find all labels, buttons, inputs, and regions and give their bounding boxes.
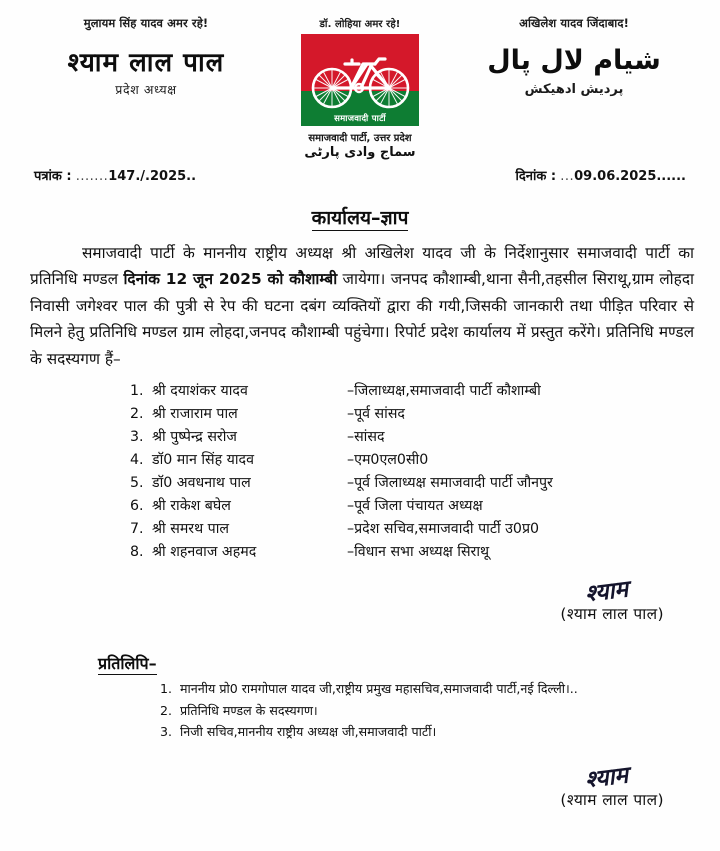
letter-date-label: दिनांक :: [515, 169, 557, 184]
signatory-name: (श्याम लाल पाल): [560, 605, 664, 624]
letter-date: [516, 166, 686, 184]
copy-to-text: निजी सचिव,माननीय राष्ट्रीय अध्यक्ष जी,समाजवादी पार्टी।: [180, 723, 437, 739]
list-item: [0, 403, 720, 426]
slogan-mulayam: मुलायम सिंह यादव अमर रहे!: [83, 16, 209, 30]
member-number: 1.: [130, 383, 144, 400]
letter-date-dots: ...: [560, 169, 575, 184]
list-item: [0, 472, 720, 495]
member-name: श्री पुष्पेन्द्र सरोज: [152, 429, 237, 446]
signatory-name: (श्याम लाल पाल): [560, 790, 664, 809]
leader-name-hindi: श्याम लाल पाल: [67, 48, 225, 78]
member-number: 7.: [130, 521, 144, 538]
letterhead: [0, 0, 720, 160]
member-designation: –सांसद: [347, 429, 385, 446]
member-number: 8.: [130, 544, 144, 561]
list-item: [0, 380, 720, 403]
list-item: [0, 678, 720, 699]
list-item: [0, 541, 720, 564]
member-designation: –जिलाध्यक्ष,समाजवादी पार्टी कौशाम्बी: [347, 383, 541, 400]
slogan-lohia: डॉ. लोहिया अमर रहे!: [319, 19, 401, 30]
member-name: डॉ0 अवधनाथ पाल: [152, 475, 251, 492]
party-name-urdu: سماج وادی پارٹی: [304, 145, 416, 160]
member-number: 2.: [130, 406, 144, 423]
member-name: श्री राकेश बघेल: [152, 498, 231, 515]
memo-body-part2: जायेगा। जनपद कौशाम्बी,थाना सैनी,तहसील सिराथू,ग्राम लोहदा निवासी जगेश्वर पाल की पुत्री से रेप की घटना दबंग व्यक्तियों द्वारा की गयी,जिसकी जानकारी तथा पीड़ित परिवार से मिलने हेतु प्रतिनिधि मण्डल ग्राम लोहदा,जनपद कौशाम्बी पहुंचेगा। रिपोर्ट प्रदेश कार्यालय में प्रस्तुत करेंगे। प्रतिनिधि मण्डल के सदस्यगण हैं–: [30, 270, 695, 368]
member-name: श्री शहनवाज अहमद: [152, 544, 257, 561]
handwritten-signature: श्याम: [583, 575, 630, 608]
party-flag: [301, 34, 419, 126]
memo-body-emphasis: दिनांक 12 जून 2025 को कौशाम्बी: [123, 270, 338, 289]
letterhead-right: [454, 16, 694, 97]
slogan-akhilesh: अखिलेश यादव जिंदाबाद!: [519, 16, 629, 30]
list-item: [0, 518, 720, 541]
memo-title: [0, 204, 720, 230]
party-logo: [301, 34, 419, 160]
list-item: [0, 449, 720, 472]
member-name: श्री समरथ पाल: [152, 521, 230, 538]
leader-role-urdu: پردیش ادھیکش: [524, 82, 624, 98]
member-designation: –पूर्व जिलाध्यक्ष समाजवादी पार्टी जौनपुर: [347, 475, 553, 492]
letter-date-value: 09.06.2025......: [574, 169, 686, 184]
copy-to-text: प्रतिनिधि मण्डल के सदस्यगण।: [180, 702, 318, 718]
copy-to-number: 2.: [160, 702, 173, 718]
member-designation: –पूर्व सांसद: [347, 406, 405, 423]
copy-to-heading-text: प्रतिलिपि–: [98, 654, 157, 674]
copy-to-heading: [98, 652, 157, 674]
memo-body-part1: समाजवादी पार्टी के माननीय राष्ट्रीय अध्यक्ष श्री अखिलेश यादव जी के निर्देशानुसार समाजवादी पार्टी का प्रतिनिधि मण्डल: [30, 244, 694, 289]
list-item: [0, 700, 720, 721]
member-designation: –एम0एल0सी0: [347, 452, 429, 469]
memo-title-text: कार्यालय–ज्ञाप: [311, 207, 409, 229]
member-name: श्री दयाशंकर यादव: [152, 383, 248, 400]
signature-block-top: [0, 575, 720, 636]
member-designation: –विधान सभा अध्यक्ष सिराथू: [347, 544, 490, 561]
copy-to-text: माननीय प्रो0 रामगोपाल यादव जी,राष्ट्रीय प्रमुख महासचिव,समाजवादी पार्टी,नई दिल्ली।..: [180, 681, 578, 697]
leader-name-urdu: شیام لال پال: [487, 45, 661, 76]
letterhead-left: [26, 16, 266, 98]
members-list: [0, 380, 720, 564]
memo-body: [30, 240, 694, 372]
handwritten-signature: श्याम: [583, 761, 630, 794]
member-number: 3.: [130, 429, 144, 446]
list-item: [0, 495, 720, 518]
member-designation: –पूर्व जिला पंचायत अध्यक्ष: [347, 498, 483, 515]
copy-to-number: 1.: [160, 681, 173, 697]
letter-number: [34, 166, 196, 184]
letter-number-label: पत्रांक :: [34, 169, 72, 184]
party-name-hindi: समाजवादी पार्टी, उत्तर प्रदेश: [308, 133, 412, 144]
letter-number-dots: .......: [75, 169, 109, 184]
list-item: [0, 721, 720, 742]
member-designation: –प्रदेश सचिव,समाजवादी पार्टी उ0प्र0: [347, 521, 540, 538]
member-name: डॉ0 मान सिंह यादव: [152, 452, 254, 469]
copy-to-number: 3.: [160, 723, 173, 739]
letterhead-center: [270, 16, 450, 160]
copy-to-list: [0, 678, 720, 741]
member-name: श्री राजाराम पाल: [152, 406, 238, 423]
letter-number-value: 147./.2025..: [108, 169, 197, 184]
member-number: 4.: [130, 452, 144, 469]
list-item: [0, 426, 720, 449]
flag-caption: समाजवादी पार्टी: [334, 114, 386, 124]
leader-role-hindi: प्रदेश अध्यक्ष: [115, 81, 177, 97]
member-number: 5.: [130, 475, 144, 492]
member-number: 6.: [130, 498, 144, 515]
signature-block-bottom: [0, 761, 720, 826]
